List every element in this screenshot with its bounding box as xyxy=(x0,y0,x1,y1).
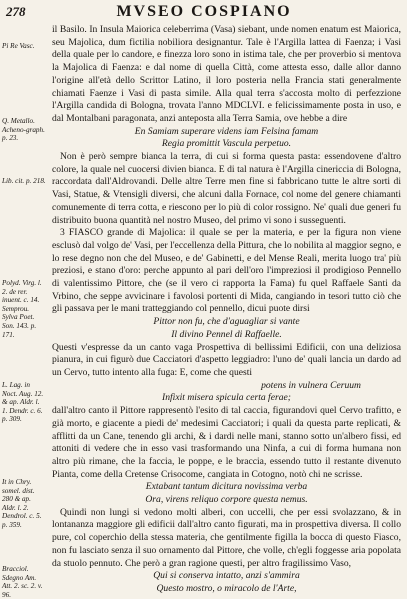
verse-line: Regia promittit Vascula perpetuo. xyxy=(161,138,292,150)
paragraph: il Basilo. In Insula Maiorica celeberrima (Vasa) siebant, unde nomen enatum est Maiorica, seu Majolica, dum fictilia nobiliora designantur. Tale è l'Argilla lattea di Faenza; i Vasi della quale per lo candore, e finezza loro sono in istima tale, che per proverbio si mentova la Majolica di Faenza: e dal nome di quella Città, come attesta esso, dalle allor danno l'origine all'età dello Scrittor Latino, il loro posteria nella Francia stati generalmente chiamati Faenze i Vasi di pasta simile. Alla qual terra s'accosta molto di perfezzione l'Argilla candida di Bologna, trovata l'anno MDCLVI. e felicissimamente posta in uso, e dal Montalbani paragonata, anzi anteposta alla Terra Samia, ove hebbe a dire xyxy=(52,24,401,124)
margin-note: Q. Metallo. Acheno-graph. p. 23. xyxy=(2,117,45,143)
margin-note: Bracciol. Sdegno Am. Att. 2. sc. 2. v. 96. xyxy=(2,565,43,599)
margin-note: Lib. cit. p. 218. xyxy=(2,177,46,185)
verse-line: Infixit misera spicula certa ferae; xyxy=(162,392,291,404)
page-header xyxy=(6,3,402,25)
paragraph: dall'altro canto il Pittore rappresentò l'esito di tal caccia, figurandovi quel Cervo trafitto, e già morto, e giacente a piedi de' medesimi Cacciatori; i quali da questa parte replicati, & afflitti da un Cane, tenendo gli archi, & i dardi nelle mani, stanno sotto un'albero fissi, ed attoniti di vedere che in esso vasi trasformando una Ninfa, a cui di forma humana non altro più rimane, che la faccia, le poppe, e le braccia, essendo tutto il restante divenuto Pianta, come della Cretense Crisocome, cangiata in Cotogno, notò chi ne scrisse. xyxy=(52,405,401,480)
body-text xyxy=(52,24,401,596)
paragraph: Questi v'espresse da un canto vaga Prospettiva di bellissimi Edificii, con una deliziosa pianura, in cui figurò due Cacciatori d'aspetto leggiadro: l'uno de' quali lancia un dardo ad un Cervo, tutto intento alla fuga: E, come che questi xyxy=(52,341,401,378)
page-number: 278 xyxy=(6,4,26,19)
verse-line: Extabant tantum dicitura novissima verba xyxy=(145,481,308,493)
margin-note: Polyd. Virg. l. 2. de rer. inuent. c. 14. Semprou. Sylva Poet. Son. 143. p. 171. xyxy=(2,279,42,339)
margin-note: Pi Re Vasc. xyxy=(2,42,35,50)
running-head: MVSEO COSPIANO xyxy=(116,3,292,20)
paragraph: Non è però sempre bianca la terra, di cui si forma questa pasta: essendovene d'altro colore, la quale nel cuocersi divien bianca. E di tal natura è l'Argilla cinericcia di Bologna, raccordata dall'Aldrovandi. Delle altre Terre men fine si fabbricano tutte le altre sorti di Vasi, Statue, & Vtensigli diversi, che alcuni dalla Fornace, col nome del genere chiamanti comunemente di terra cotta, e riescono per lo più di color rossigno. Ne' quali due generi fu distribuito buona quantità nel nostro Museo, del primo vi sono i susseguenti. xyxy=(52,151,401,226)
verse-line: Pittor non fu, che d'aguagliar si vante xyxy=(153,316,300,328)
verse-line: En Samiam superare videns iam Felsina famam xyxy=(134,125,319,137)
verse-line: Ora, virens reliquo corpore questa nemus. xyxy=(145,494,308,506)
margin-note: It in Chry. somel. dist. 280 & ap. Aldr. l. 2. Dendrol. c. 5. p. 359. xyxy=(2,478,42,529)
verse-line: Questo mostro, o miracolo de l'Arte, xyxy=(156,582,297,594)
verse-line: potens in vulnera Ceruum xyxy=(261,379,361,391)
margin-note: L. Lag. in Noct. Aug. 12. & ap. Aldr. l. 1. Dendr. c. 6. p. 309. xyxy=(2,381,44,424)
paragraph: 3 FIASCO grande di Majolica: il quale se per la materia, e per la figura non viene esclusò dal volgo de' Vasi, per l'eccellenza della Pittura, che lo nobilita al maggior segno, e lo rese degno non che del Museo, e de' Gabinetti, e del Mense Reali, merita luogo tra' più preziosi, e stano d'oro: perche appunto al pari dell'oro l'impreziosi il prodigioso Pennello di valentissimo Pittore, che (se il vero ci rapporta la Fama) fu quel Raffaele Santi da Vrbino, che seppe avvicinare i favolosi portenti di Mida, cangiando in tesori tutto ciò che gli passava per le mani tratteggiando col pennello, dicui puote dirsi xyxy=(52,227,401,315)
verse-line: Qui si conserva intatto, anzi s'ammira xyxy=(153,570,300,582)
verse-line: Il divino Pennel di Raffaelle. xyxy=(171,328,282,340)
paragraph: Quindi non lungi si vedono molti alberi, con uccelli, che per essi svolazzano, & in lontananza maggiore gli edificii dall'altro canto figurati, ma in prospettiva diversa. Il collo pure, col coperchio della stessa materia, che gentilmente figilla la bocca di questo Fiasco, non fu lasciato senza il suo ornamento dal Pittore, che volle, ch'egli foggesse aria popolata da stuolo pennuto. Che però a gran ragione questi, per altro fragilissimo Vaso, xyxy=(52,506,401,569)
